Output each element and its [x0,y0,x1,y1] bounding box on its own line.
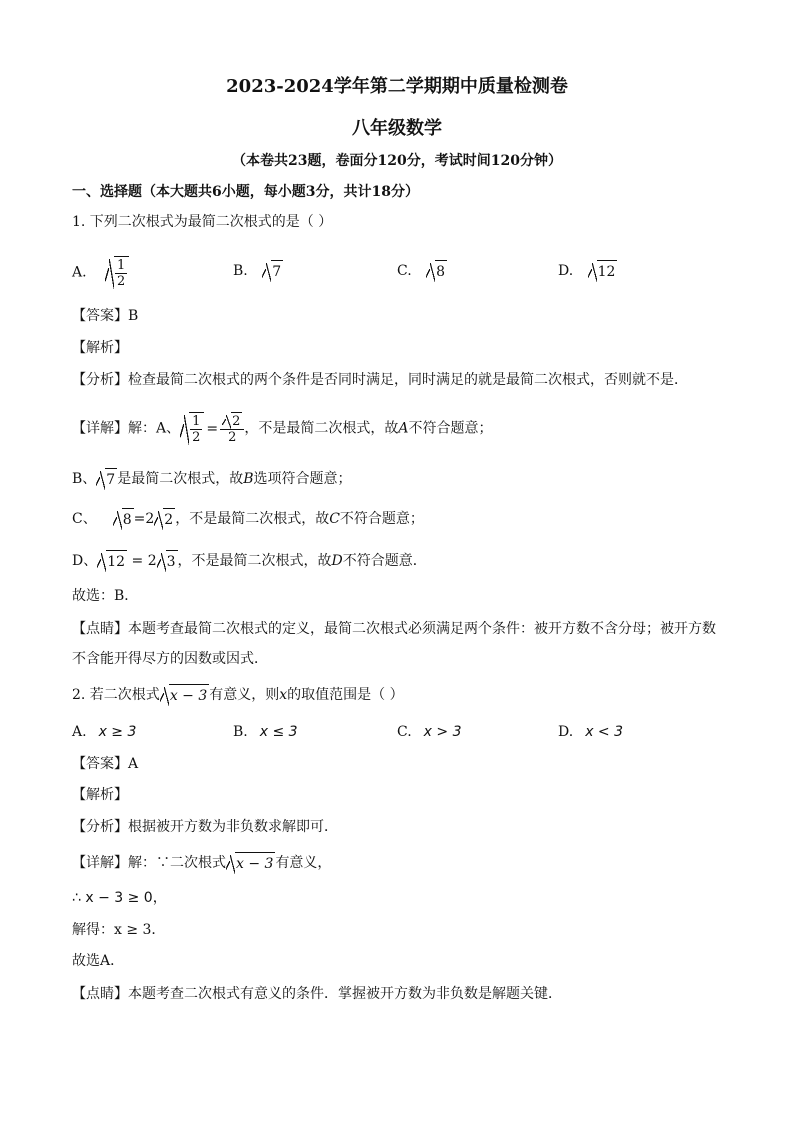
q1-detail-c-prefix: C、 [72,511,97,527]
sqrt-icon [157,550,178,572]
sqrt-icon [154,508,175,530]
q2-option-b-label: B. [233,724,248,740]
q1-detail-b [72,468,352,490]
q1-option-c [397,260,447,282]
q1-detail-d [72,550,427,572]
q2-answer: 【答案】A [72,756,139,772]
q1-a-denominator: 2 [117,274,126,289]
q1-detail-d-radicand-2: 3 [166,550,178,572]
q1-detail-a-var: A [398,420,409,437]
q1-detail-a-result [220,412,244,445]
sqrt-icon [588,260,618,282]
q1-analysis: 【分析】检查最简二次根式的两个条件是否同时满足，同时满足的就是最简二次根式，否则就不是． [72,372,688,388]
q1-option-d-label: D. [558,263,574,279]
section-heading: 一、选择题（本大题共6小题，每小题3分，共计18分） [72,184,419,200]
q1-detail-a-numerator: 1 [192,414,201,429]
sqrt-icon [180,412,204,445]
q1-detail-c [72,508,424,530]
q1-detail-c-text-2: 不符合题意； [339,511,424,527]
q1-detail-c-radicand: 8 [122,508,134,530]
q1-stem: 1. 下列二次根式为最简二次根式的是（ ） [72,214,333,230]
sqrt-icon [426,260,447,282]
q1-option-d [558,260,617,282]
q2-stem-radicand: x − 3 [169,684,209,706]
q1-analysis-heading: 【解析】 [72,340,128,356]
q1-detail-a-equals: = [206,420,219,437]
q2-stem-prefix: 2. 若二次根式 [72,687,160,703]
q1-detail-a-text: ，不是最简二次根式，故 [244,420,399,437]
q2-option-c-label: C. [397,724,412,740]
q1-detail-d-text: ，不是最简二次根式，故 [177,553,332,569]
q2-option-c [397,722,462,742]
sqrt-icon [96,468,117,490]
q2-option-a-text: x ≥ 3 [98,724,137,740]
sqrt-icon [113,508,134,530]
sqrt-icon [262,260,283,282]
sqrt-icon [160,684,209,706]
q2-option-d [558,722,623,742]
q1-choice: 故选：B． [72,588,139,604]
q1-detail-a-denominator: 2 [192,430,201,445]
q2-stem [72,684,404,706]
sqrt-icon [105,256,129,289]
q2-option-d-label: D. [558,724,574,740]
q1-detail-b-prefix: B、 [72,471,97,487]
q1-option-c-label: C. [397,263,412,279]
q2-step-2: 解得：x ≥ 3． [72,922,166,938]
q1-detail-b-var: B [243,471,254,487]
q2-stem-tail: 的取值范围是（ ） [287,687,404,703]
sqrt-icon [97,550,127,572]
q1-detail-c-var: C [329,511,340,527]
q2-analysis-heading: 【解析】 [72,787,128,803]
q1-detail-a-result-denominator: 2 [228,430,237,445]
q1-answer: 【答案】B [72,308,139,324]
q1-detail-b-text: 是最简二次根式，故 [117,471,244,487]
q1-detail-a-text-2: 不符合题意； [408,420,493,437]
q2-stem-var: x [279,687,288,703]
q1-comment-line-2: 不含能开得尽方的因数或因式． [72,651,268,667]
q2-option-b [233,722,298,742]
q2-step-1: ∴ x − 3 ≥ 0， [72,890,167,906]
exam-subject: 八年级数学 [352,118,442,139]
q1-d-radicand: 12 [597,260,618,282]
q2-stem-mid: 有意义，则 [209,687,280,703]
q1-detail-c-equals: =2 [133,511,155,527]
q2-detail-radicand: x − 3 [235,852,275,874]
sqrt-icon [226,852,275,874]
exam-note: （本卷共23题，卷面分120分，考试时间120分钟） [232,153,562,169]
sqrt-icon [222,412,242,429]
q1-option-a-label: A. [72,264,87,281]
q1-detail-d-text-2: 不符合题意． [342,553,427,569]
exam-title: 2023-2024学年第二学期期中质量检测卷 [226,76,568,97]
q1-detail-b-radicand: 7 [105,468,117,490]
q1-a-numerator: 1 [117,258,126,273]
q1-detail-c-text: ，不是最简二次根式，故 [175,511,330,527]
q1-detail-d-equals: = 2 [127,553,157,569]
q1-detail-a [72,412,493,445]
q2-detail-tail: 有意义， [275,855,332,871]
q2-choice: 故选A． [72,953,125,969]
q2-analysis: 【分析】根据被开方数为非负数求解即可． [72,819,338,835]
q1-option-b [233,260,283,282]
q1-c-radicand: 8 [435,260,447,282]
q1-option-a [72,256,129,289]
q1-detail-d-prefix: D、 [72,553,98,569]
q2-detail [72,852,331,874]
q2-comment: 【点睛】本题考查二次根式有意义的条件．掌握被开方数为非负数是解题关键． [72,986,562,1002]
q1-detail-prefix: 【详解】解：A、 [72,420,181,437]
q1-detail-d-radicand: 12 [106,550,127,572]
q1-detail-a-result-radicand: 2 [232,414,241,429]
q1-detail-c-radicand-2: 2 [163,508,175,530]
q2-option-a-label: A. [72,724,87,740]
q2-option-a [72,722,136,742]
q1-b-radicand: 7 [271,260,283,282]
q1-detail-d-var: D [331,553,343,569]
q2-option-c-text: x > 3 [423,724,462,740]
q2-detail-prefix: 【详解】解：∵二次根式 [72,855,226,871]
q1-detail-b-text-2: 选项符合题意； [253,471,352,487]
q1-comment-line-1: 【点睛】本题考查最简二次根式的定义，最简二次根式必须满足两个条件：被开方数不含分母；被开方数 [72,621,716,637]
q2-option-b-text: x ≤ 3 [259,724,298,740]
q1-option-b-label: B. [233,263,248,279]
q2-option-d-text: x < 3 [585,724,624,740]
